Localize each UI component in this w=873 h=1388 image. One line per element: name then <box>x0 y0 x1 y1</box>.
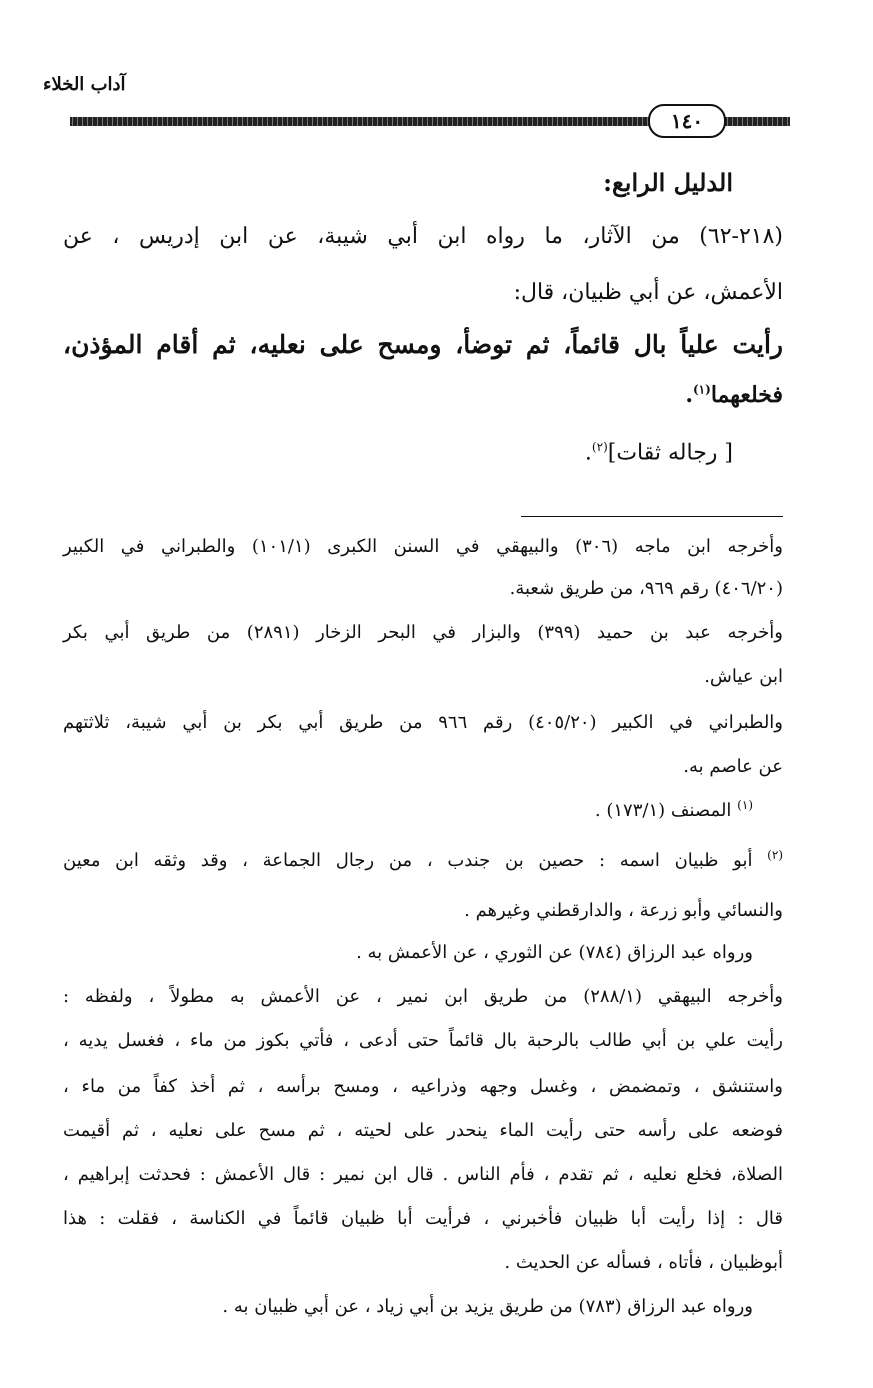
narration-line: الأعمش، عن أبي ظبيان، قال: <box>513 280 783 305</box>
section-heading: الدليل الرابع: <box>603 168 733 197</box>
footnote-line: وأخرجه عبد بن حميد (٣٩٩) والبزار في البحر الزخار (٢٨٩١) من طريق أبي بكر <box>63 622 783 643</box>
footnote-2-text: أبو ظبيان اسمه : حصين بن جندب ، من رجال الجماعة ، وقد وثقه ابن معين <box>63 850 753 871</box>
footnote-line: فوضعه على رأسه حتى رأيت الماء ينحدر على لحيته ، ثم مسح على نعليه ، ثم أقيمت <box>63 1120 783 1141</box>
footnote-1-number: (١) <box>737 798 753 812</box>
footnote-line: الصلاة، فخلع نعليه ، ثم تقدم ، فأم الناس . قال ابن نمير : قال الأعمش : فحدثت إبراهيم ، <box>63 1164 783 1185</box>
footnote-line: واستنشق ، وتمضمض ، وغسل وجهه وذراعيه ، ومسح برأسه ، ثم أخذ كفاً من ماء ، <box>63 1076 783 1097</box>
page-number: ١٤٠ <box>648 104 726 138</box>
footnote-line: وأخرجه البيهقي (٢٨٨/١) من طريق ابن نمير ، عن الأعمش به مطولاً ، ولفظه : <box>63 986 784 1007</box>
footnote-line: ابن عياش. <box>704 666 783 687</box>
footnote-1 <box>595 798 753 821</box>
footnote-line: (٤٠٦/٢٠) رقم ٩٦٩، من طريق شعبة. <box>509 578 783 599</box>
footnote-line: قال : إذا رأيت أبا ظبيان فأخبرني ، فرأيت أبا ظبيان قائماً في الكناسة ، فقلت : هذا <box>63 1208 783 1229</box>
footnote-ref-2: (٢) <box>591 440 608 454</box>
footnote-line: ورواه عبد الرزاق (٧٨٤) عن الثوري ، عن الأعمش به . <box>356 942 753 963</box>
grading: [ رجاله ثقات]$^{(٢)}$. <box>584 440 733 466</box>
footnote-2-line <box>63 848 783 871</box>
grading-text: [ رجاله ثقات] <box>607 440 733 466</box>
narration-line: (٢١٨-٦٢) من الآثار، ما رواه ابن أبي شيبة، عن ابن إدريس ، عن <box>63 224 783 249</box>
quote-line: فخلعهما$^{(١)}$. <box>685 382 783 408</box>
quote-line-end: فخلعهما <box>710 382 783 408</box>
footnote-line: وأخرجه ابن ماجه (٣٠٦) والبيهقي في السنن الكبرى (١٠١/١) والطبراني في الكبير <box>63 536 783 557</box>
footnote-line: والطبراني في الكبير (٤٠٥/٢٠) رقم ٩٦٦ من طريق أبي بكر بن أبي شيبة، ثلاثتهم <box>63 712 784 733</box>
footnote-ref-1: (١) <box>692 382 711 397</box>
footnote-1-text: المصنف (١٧٣/١) . <box>594 800 732 821</box>
footnote-line: رأيت علي بن أبي طالب بالرحبة بال قائماً حتى أدعى ، فأتي بكوز من ماء ، فغسل يديه ، <box>63 1030 783 1051</box>
footnote-separator <box>521 516 783 517</box>
quote-line: رأيت علياً بال قائماً، ثم توضأ، ومسح على نعليه، ثم أقام المؤذن، <box>63 330 783 359</box>
running-title: آداب الخلاء <box>43 74 126 95</box>
footnote-line: ورواه عبد الرزاق (٧٨٣) من طريق يزيد بن أبي زياد ، عن أبي ظبيان به . <box>222 1296 753 1317</box>
footnote-2-number: (٢) <box>767 848 783 862</box>
footnote-line: عن عاصم به. <box>683 756 783 777</box>
footnote-line: والنسائي وأبو زرعة ، والدارقطني وغيرهم . <box>464 900 783 921</box>
footnote-line: أبوظبيان ، فأتاه ، فسأله عن الحديث . <box>504 1252 783 1273</box>
